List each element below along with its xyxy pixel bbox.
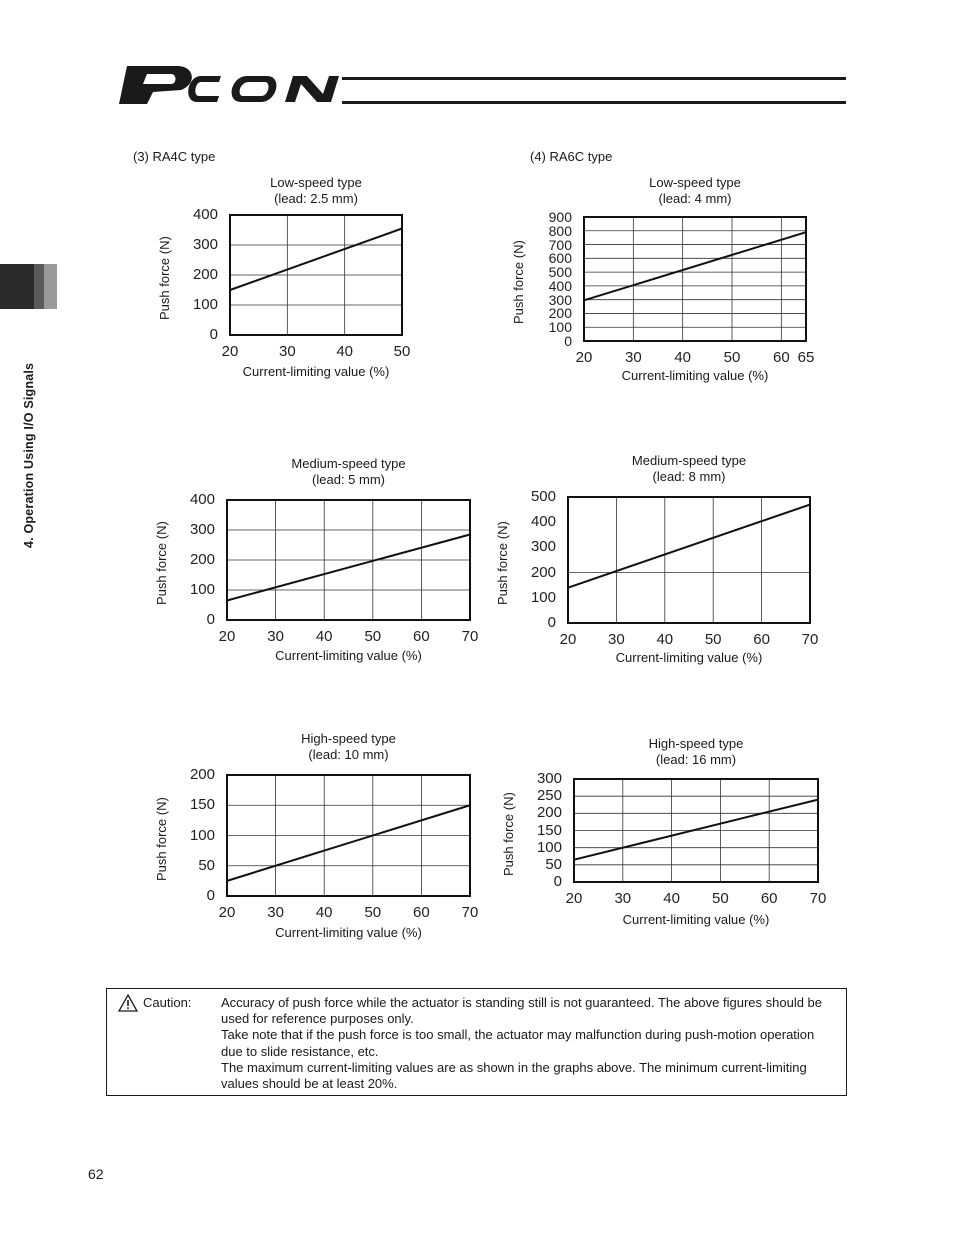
chapter-label: 4. Operation Using I/O Signals: [22, 362, 36, 548]
x-axis-label: Current-limiting value (%): [615, 650, 763, 665]
x-tick-label: 50: [364, 904, 382, 921]
caution-line-3: The maximum current-limiting values are as shown in the graphs above. The minimum current-limiting values should be at least 20%.: [221, 1059, 807, 1092]
x-tick-label: 70: [801, 631, 819, 648]
x-tick-label: 20: [565, 890, 583, 907]
series-line: [584, 232, 806, 300]
x-tick-label: 30: [608, 631, 625, 648]
x-tick-label: 20: [575, 349, 593, 366]
caution-label: Caution:: [143, 995, 192, 1010]
y-tick-label: 400: [189, 491, 215, 508]
chart-title: Medium-speed type: [631, 453, 747, 468]
y-axis-label: Push force (N): [157, 236, 172, 320]
chart-title: Low-speed type: [270, 175, 362, 190]
chart-ra4c-med: [150, 458, 490, 668]
chart-title: High-speed type: [648, 736, 744, 751]
x-tick-label: 60: [760, 890, 778, 907]
y-tick-label: 0: [547, 614, 556, 631]
y-tick-label: 200: [189, 551, 215, 568]
x-tick-label: 40: [315, 628, 333, 645]
y-tick-label: 300: [530, 538, 556, 556]
caution-text: [221, 995, 831, 1092]
x-tick-label: 40: [663, 890, 680, 907]
y-tick-label: 100: [536, 838, 562, 856]
y-tick-label: 200: [192, 266, 218, 283]
x-tick-label: 40: [656, 631, 674, 648]
x-tick-label: 20: [221, 343, 239, 360]
x-tick-label: 40: [336, 343, 353, 360]
y-tick-label: 200: [189, 766, 215, 783]
chart-subtitle: (lead: 16 mm): [655, 752, 737, 767]
y-tick-label: 50: [545, 855, 562, 873]
plot-area: [227, 500, 470, 620]
y-axis-label: Push force (N): [501, 791, 516, 876]
y-tick-label: 200: [548, 305, 572, 322]
x-tick-label: 50: [712, 890, 729, 907]
x-tick-label: 30: [614, 890, 632, 907]
section-tab-marker: [0, 264, 57, 309]
series-line: [568, 505, 810, 588]
y-tick-label: 200: [530, 563, 556, 581]
x-tick-label: 30: [278, 343, 296, 360]
logo-text: PCON: [117, 62, 120, 63]
chart-title: Medium-speed type: [291, 456, 406, 471]
x-tick-label: 30: [267, 628, 284, 645]
y-tick-label: 100: [530, 588, 556, 606]
x-tick-label: 60: [413, 628, 430, 645]
x-tick-label: 40: [315, 904, 333, 921]
y-tick-label: 300: [536, 770, 562, 787]
chart-subtitle: (lead: 8 mm): [652, 469, 726, 484]
x-tick-label: 50: [723, 349, 741, 366]
y-tick-label: 400: [548, 277, 572, 294]
x-tick-label: 20: [559, 631, 577, 648]
x-tick-label: 50: [364, 628, 382, 645]
series-line: [230, 229, 402, 291]
chart-title: Low-speed type: [649, 175, 741, 190]
plot-area: [227, 775, 470, 896]
y-tick-label: 500: [530, 488, 556, 505]
x-tick-label: 70: [461, 628, 479, 645]
y-tick-label: 500: [548, 264, 572, 281]
header-rule-bottom: [342, 101, 846, 104]
series-line: [227, 805, 470, 881]
y-axis-label: Push force (N): [495, 521, 510, 605]
y-tick-label: 300: [189, 521, 215, 538]
y-tick-label: 300: [192, 236, 218, 253]
plot-frame: [584, 217, 806, 341]
y-tick-label: 100: [192, 296, 218, 313]
y-tick-label: 800: [548, 222, 572, 239]
page-number: 62: [88, 1166, 104, 1182]
chart-ra4c-high: [150, 733, 490, 943]
plot-area: [584, 217, 806, 341]
chart-ra6c-med: [495, 455, 835, 670]
x-tick-label: 60: [413, 904, 430, 921]
y-axis-label: Push force (N): [154, 521, 169, 605]
chart-ra6c-low: [505, 175, 835, 390]
x-tick-label: 20: [218, 628, 236, 645]
y-axis-label: Push force (N): [511, 240, 526, 324]
section-title-ra6c: (4) RA6C type: [530, 149, 613, 164]
plot-frame: [568, 497, 810, 623]
y-tick-label: 50: [198, 856, 215, 874]
header-rule-top: [342, 77, 846, 80]
y-tick-label: 900: [548, 209, 572, 225]
caution-line-1: Accuracy of push force while the actuator is standing still is not guaranteed. The above figures should be used for reference purposes only.: [221, 995, 823, 1027]
y-tick-label: 100: [189, 581, 215, 598]
y-tick-label: 150: [536, 821, 562, 839]
chart-title: High-speed type: [301, 731, 396, 746]
y-tick-label: 700: [548, 236, 572, 253]
chart-subtitle: (lead: 4 mm): [658, 191, 732, 206]
x-tick-label: 65: [797, 349, 815, 366]
x-axis-label: Current-limiting value (%): [242, 364, 390, 379]
section-title-ra4c: (3) RA4C type: [133, 149, 216, 164]
y-tick-label: 150: [189, 796, 215, 814]
y-tick-label: 0: [209, 326, 218, 343]
y-tick-label: 100: [189, 826, 215, 844]
y-tick-label: 100: [548, 319, 572, 336]
y-tick-label: 0: [564, 333, 572, 349]
x-tick-label: 30: [624, 349, 642, 366]
x-tick-label: 50: [704, 631, 722, 648]
x-axis-label: Current-limiting value (%): [275, 925, 422, 940]
y-tick-label: 300: [548, 291, 572, 308]
plot-area: [568, 497, 810, 623]
chart-subtitle: (lead: 5 mm): [312, 472, 385, 487]
caution-line-2: Take note that if the push force is too small, the actuator may malfunction during push-motion operation due to slide resistance, etc.: [221, 1027, 815, 1059]
pcon-logo: [117, 62, 343, 108]
x-tick-label: 60: [772, 349, 790, 366]
x-tick-label: 60: [753, 631, 770, 648]
warning-icon: [118, 994, 138, 1012]
y-tick-label: 400: [530, 513, 556, 531]
x-tick-label: 20: [218, 904, 236, 921]
x-tick-label: 30: [267, 904, 284, 921]
x-tick-label: 40: [674, 349, 691, 366]
chart-ra6c-high: [495, 738, 835, 933]
plot-area: [230, 215, 402, 335]
chart-subtitle: (lead: 2.5 mm): [274, 191, 358, 206]
x-tick-label: 50: [393, 343, 411, 360]
y-tick-label: 250: [536, 787, 562, 805]
y-tick-label: 0: [206, 611, 215, 628]
y-tick-label: 0: [206, 887, 215, 904]
chart-ra4c-low: [150, 175, 440, 385]
x-axis-label: Current-limiting value (%): [275, 648, 422, 663]
x-axis-label: Current-limiting value (%): [622, 912, 770, 927]
y-tick-label: 0: [553, 873, 562, 890]
chart-subtitle: (lead: 10 mm): [308, 747, 389, 762]
plot-area: [574, 779, 818, 882]
y-tick-label: 200: [536, 804, 562, 822]
y-tick-label: 600: [548, 250, 572, 267]
x-axis-label: Current-limiting value (%): [621, 368, 769, 383]
series-line: [227, 535, 470, 601]
x-tick-label: 70: [461, 904, 479, 921]
x-tick-label: 70: [809, 890, 827, 907]
series-line: [574, 800, 818, 860]
y-tick-label: 400: [192, 206, 218, 223]
y-axis-label: Push force (N): [154, 796, 169, 881]
